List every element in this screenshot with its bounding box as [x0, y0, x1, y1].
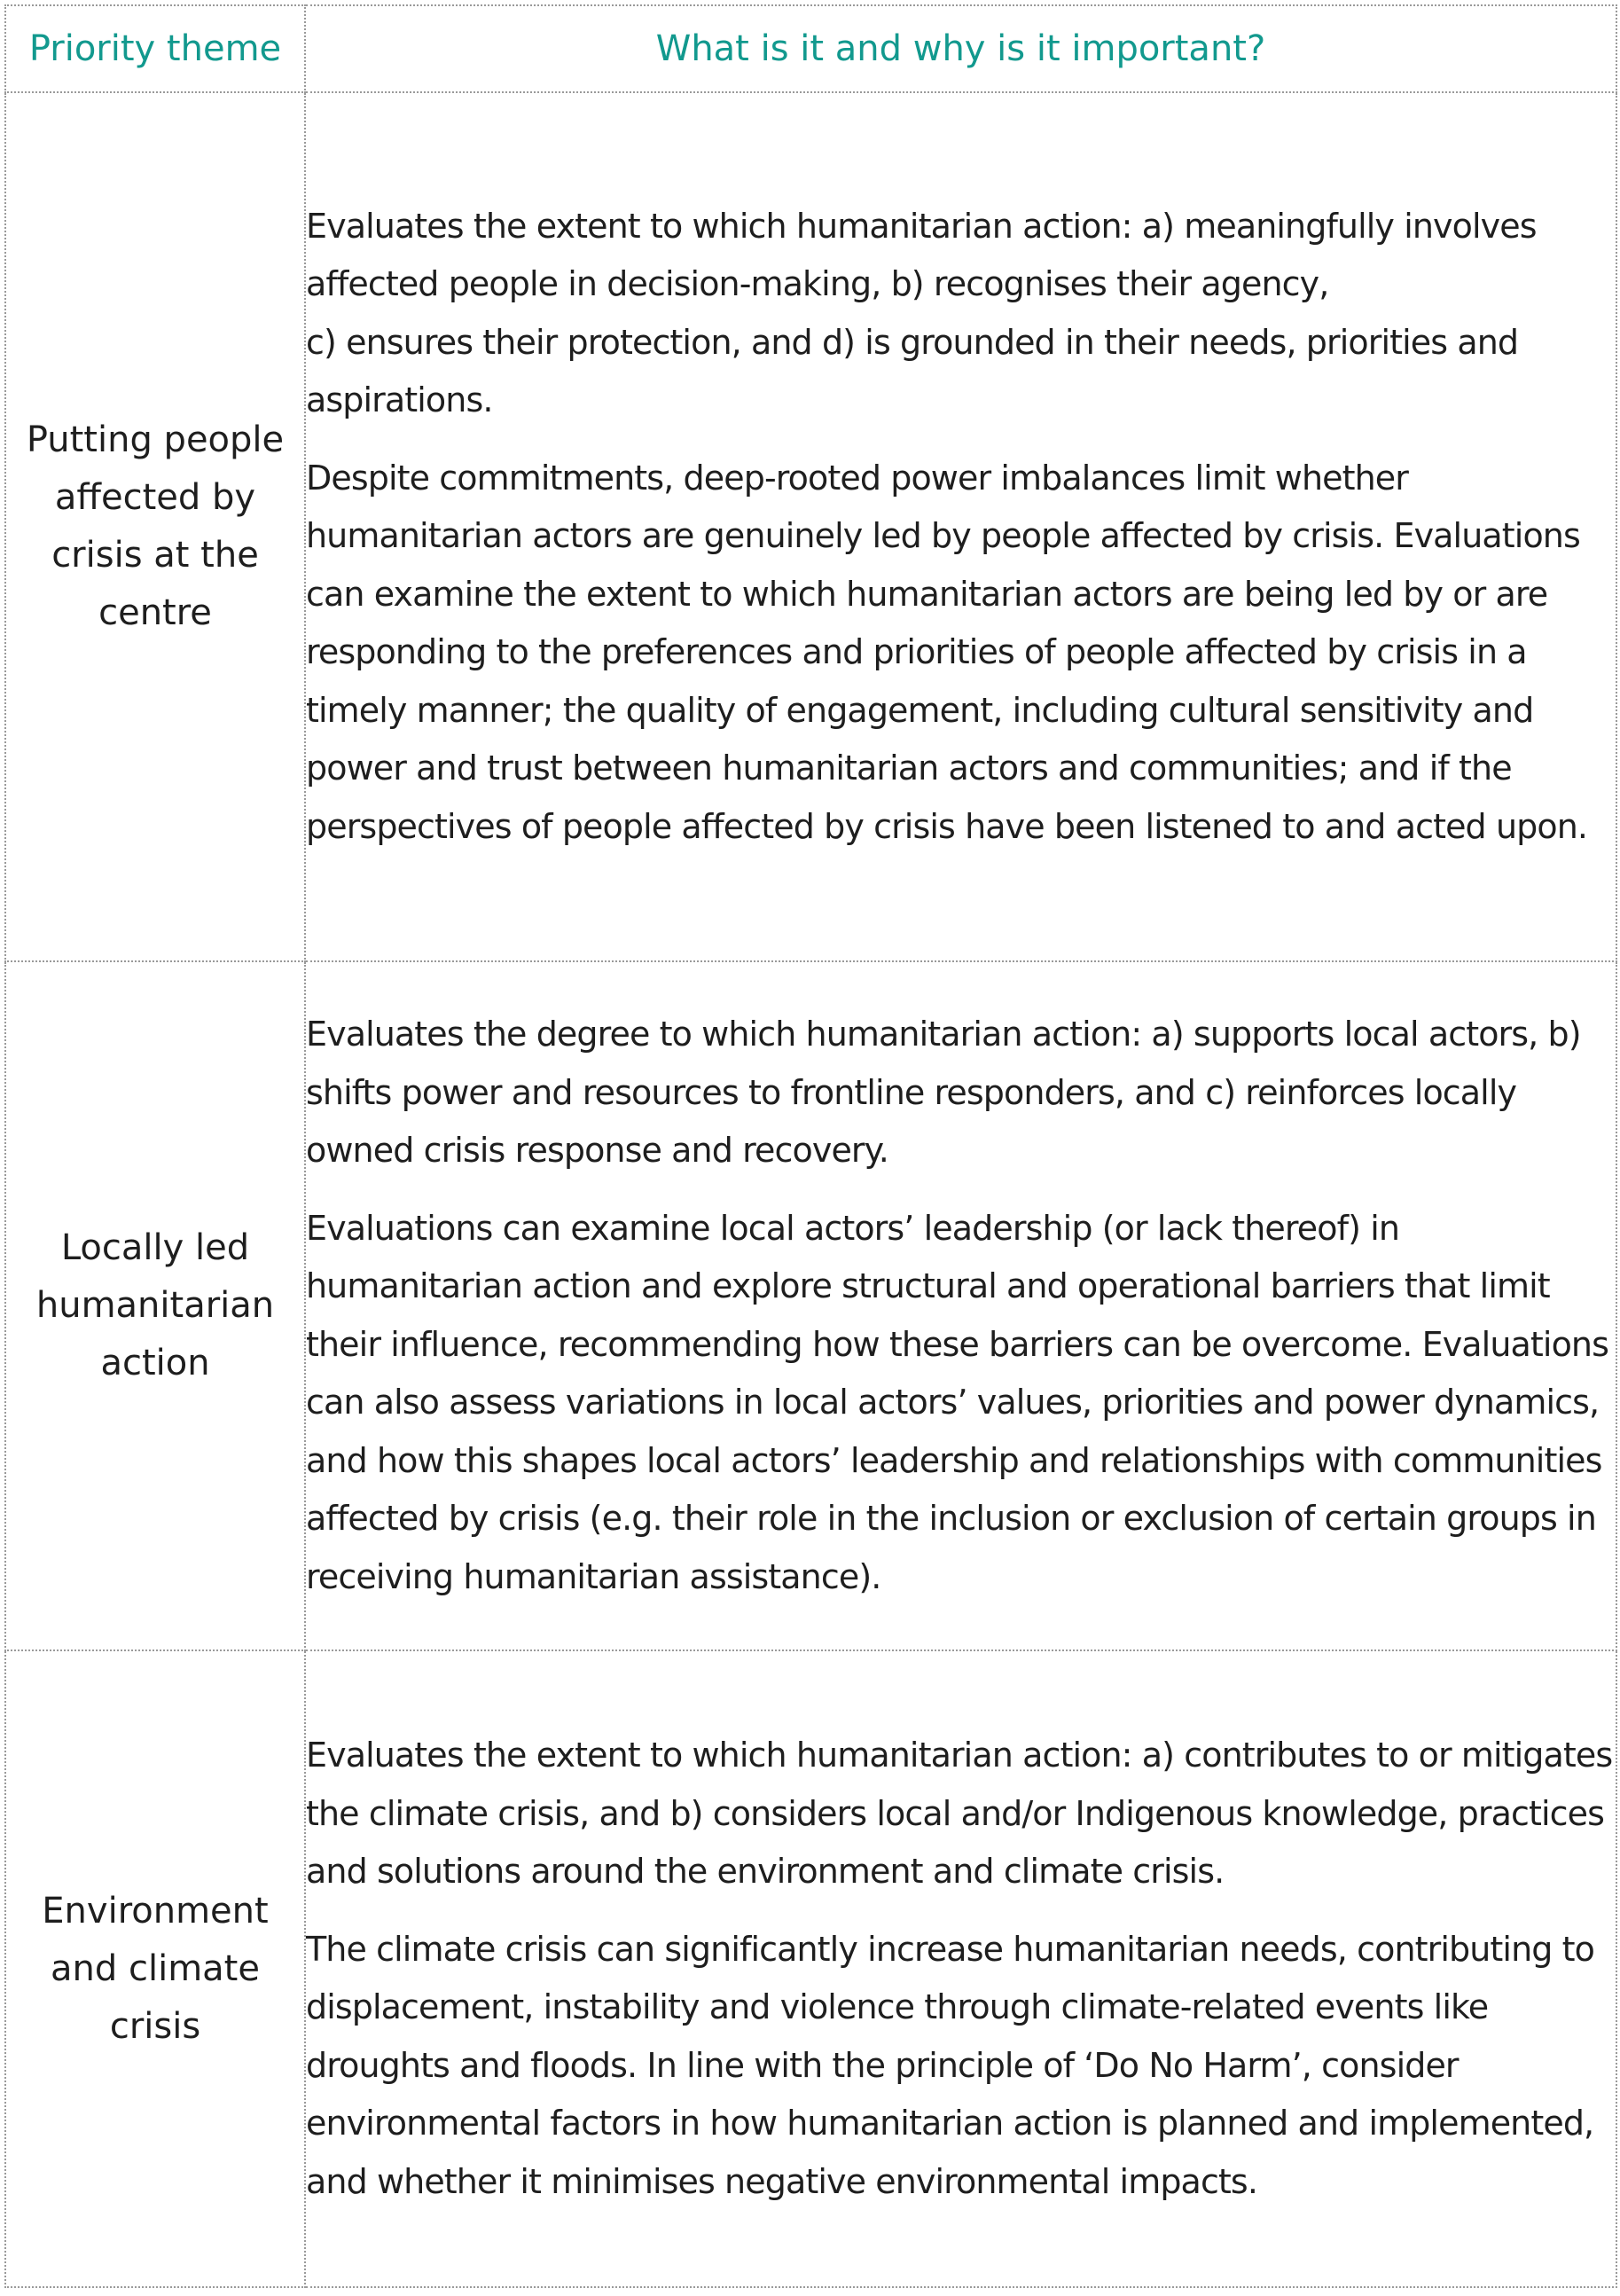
theme-cell	[5, 1650, 305, 2287]
description-paragraph: Evaluates the extent to which humanitarian action: a) contributes to or mitigates the climate crisis, and b) considers local and/or Indigenous knowledge, practices and solutions around the environment and climate crisis.	[306, 1736, 1613, 1891]
description-cell	[305, 1650, 1616, 2287]
theme-cell	[5, 961, 305, 1650]
header-priority-theme: Priority theme	[5, 5, 305, 92]
theme-environment-climate: Environment and climate crisis	[42, 1890, 269, 2047]
description-paragraph: Evaluates the degree to which humanitarian action: a) supports local actors, b) shifts power and resources to frontline responders, and c) reinforces locally owned crisis response and recovery.	[306, 1015, 1581, 1170]
theme-people-at-centre: Putting people affected by crisis at the centre	[26, 419, 285, 633]
priority-themes-table	[4, 4, 1617, 2288]
table-row	[5, 961, 1616, 1650]
description-cell	[305, 92, 1616, 961]
header-description: What is it and why is it important?	[305, 5, 1616, 92]
table-row	[5, 92, 1616, 961]
description-paragraph: Evaluates the extent to which humanitarian action: a) meaningfully involves affected people in decision-making, b) recognises their agency, c) ensures their protection, and d) is grounded in their needs, priorities and aspirations.	[306, 206, 1537, 420]
theme-cell	[5, 92, 305, 961]
description-paragraph: Evaluations can examine local actors’ leadership (or lack thereof) in humanitarian action and explore structural and operational barriers that limit their influence, recommending how these barriers can be overcome. Evaluations can also assess variations in local actors’ values, priorities and power dynamics, and how this shapes local actors’ leadership and relationships with communities affected by crisis (e.g. their role in the inclusion or exclusion of certain groups in receiving humanitarian assistance).	[306, 1208, 1608, 1596]
table-header-row	[5, 5, 1616, 92]
theme-locally-led: Locally led humanitarian action	[35, 1227, 275, 1383]
description-paragraph: The climate crisis can significantly increase humanitarian needs, contributing to displacement, instability and violence through climate-related events like droughts and floods. In line with the principle of ‘Do No Harm’, consider environmental factors in how humanitarian action is planned and implemented, and whether it minimises negative environmental impacts.	[306, 1929, 1595, 2201]
description-paragraph: Despite commitments, deep-rooted power imbalances limit whether humanitarian actors are genuinely led by people affected by crisis. Evaluations can examine the extent to which humanitarian actors are being led by or are responding to the preferences and priorities of people affected by crisis in a timely manner; the quality of engagement, including cultural sensitivity and power and trust between humanitarian actors and communities; and if the perspectives of people affected by crisis have been listened to and acted upon.	[306, 458, 1588, 846]
description-cell	[305, 961, 1616, 1650]
table-row	[5, 1650, 1616, 2287]
